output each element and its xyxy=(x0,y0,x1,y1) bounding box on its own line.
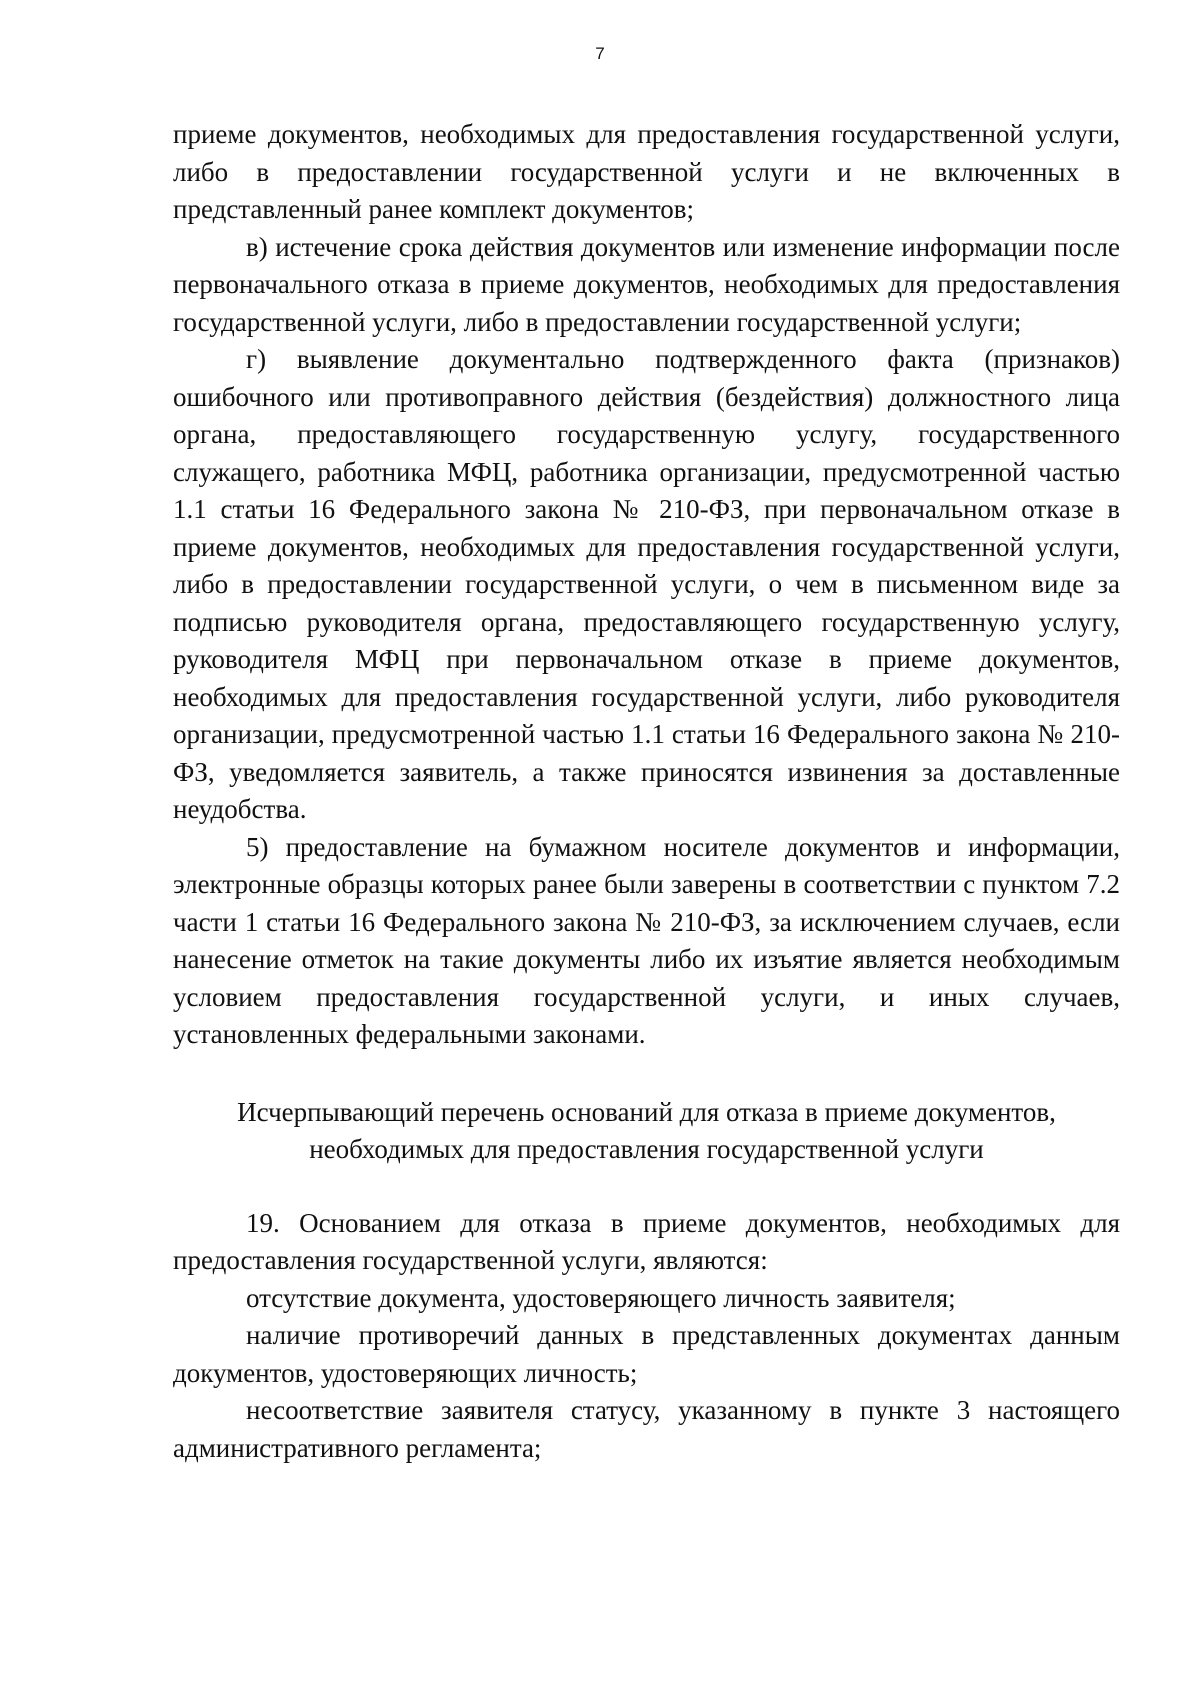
section-heading-line-1: Исчерпывающий перечень оснований для отказа в приеме документов, xyxy=(237,1096,1056,1127)
page-number: 7 xyxy=(595,44,605,63)
paragraph-continuation: приеме документов, необходимых для предоставления государственной услуги, либо в предоставлении государственной услуги и не включенных в представленный ранее комплект документов; xyxy=(173,119,1120,224)
document-body xyxy=(173,116,1120,1467)
paragraph-item-5: 5) предоставление на бумажном носителе документов и информации, электронные образцы которых ранее были заверены в соответствии с пунктом 7.2 части 1 статьи 16 Федерального закона № 210-ФЗ, за исключением случаев, если нанесение отметок на такие документы либо их изъятие является необходимым условием предоставления государственной услуги, и иных случаев, установленных федеральными законами. xyxy=(173,831,1120,1049)
paragraph-19: 19. Основанием для отказа в приеме документов, необходимых для предоставления государственной услуги, являются: xyxy=(173,1207,1120,1275)
paragraph-ground-3: несоответствие заявителя статусу, указанному в пункте 3 настоящего административного регламента; xyxy=(173,1395,1120,1463)
paragraph-ground-2: наличие противоречий данных в представленных документах данным документов, удостоверяющих личность; xyxy=(173,1320,1120,1388)
section-heading-line-2: необходимых для предоставления государственной услуги xyxy=(309,1134,984,1164)
paragraph-ground-1: отсутствие документа, удостоверяющего личность заявителя; xyxy=(246,1282,956,1313)
paragraph-item-g: г) выявление документально подтвержденного факта (признаков) ошибочного или противоправного действия (бездействия) должностного лица органа, предоставляющего государственную услугу, государственного служащего, работника МФЦ, работника организации, предусмотренной частью 1.1 статьи 16 Федерального закона № 210-ФЗ, при первоначальном отказе в приеме документов, необходимых для предоставления государственной услуги, либо в предоставлении государственной услуги, о чем в письменном виде за подписью руководителя органа, предоставляющего государственную услугу, руководителя МФЦ при первоначальном отказе в приеме документов, необходимых для предоставления государственной услуги, либо руководителя организации, предусмотренной частью 1.1 статьи 16 Федерального закона № 210-ФЗ, уведомляется заявитель, а также приносятся извинения за доставленные неудобства. xyxy=(173,344,1120,824)
section-heading xyxy=(173,1094,1120,1169)
paragraph-item-v: в) истечение срока действия документов или изменение информации после первоначального отказа в приеме документов, необходимых для предоставления государственной услуги, либо в предоставлении государственной услуги; xyxy=(173,231,1120,337)
